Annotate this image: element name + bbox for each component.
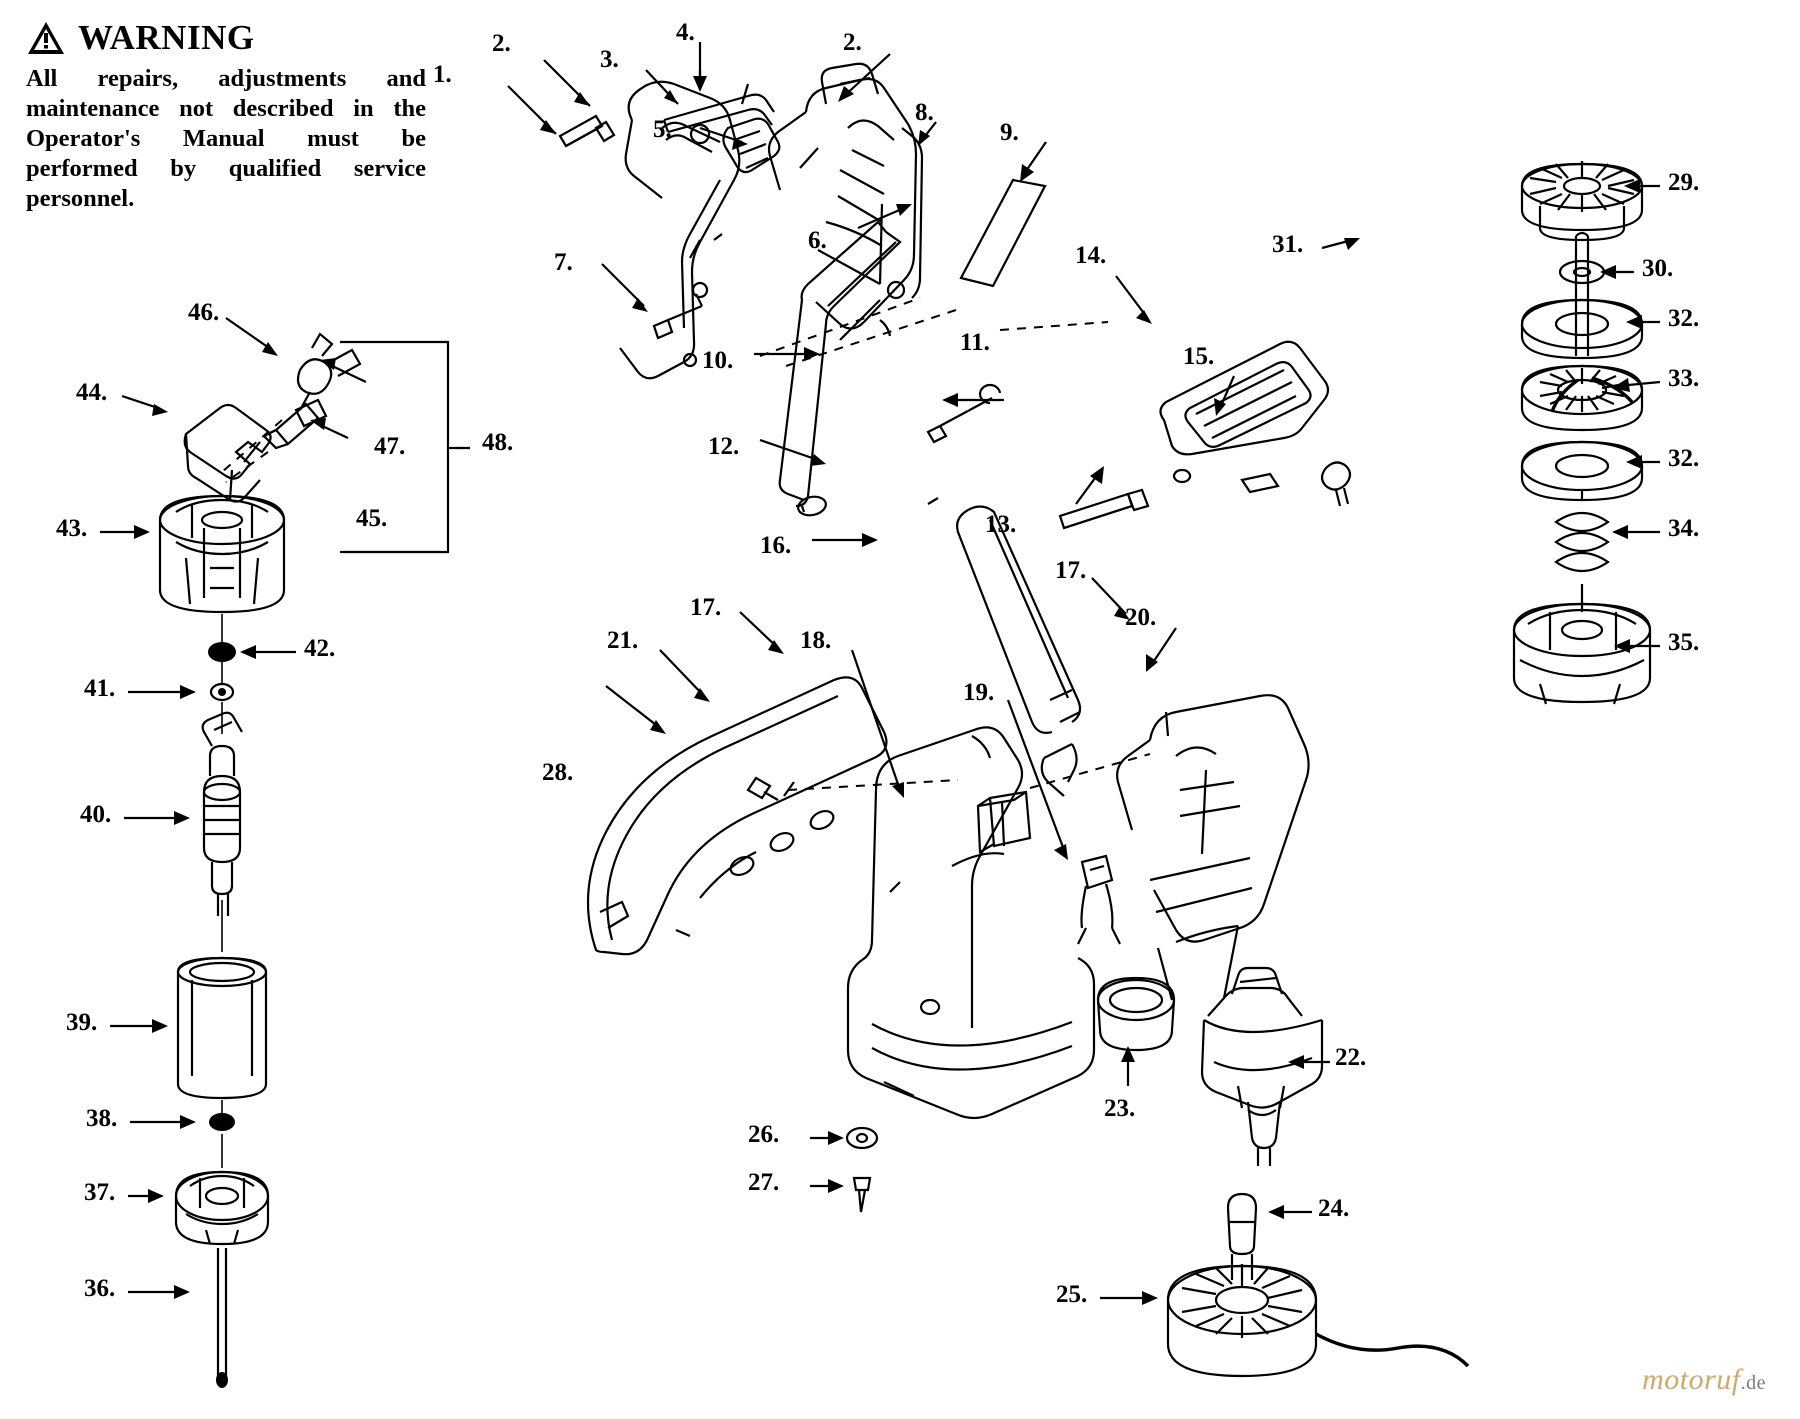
- callout-7: 7.: [554, 249, 573, 276]
- part-2-left-handle-half: [620, 82, 739, 379]
- callout-48: 48.: [482, 429, 514, 456]
- part-44-bracket: [185, 405, 271, 502]
- part-28-guard: [588, 677, 886, 954]
- part-18-block: [978, 792, 1030, 852]
- part-47-brush: [264, 404, 318, 448]
- callout-33: 33.: [1668, 365, 1700, 392]
- watermark-text: motoruf: [1642, 1363, 1741, 1396]
- part-3-trigger-lever: [664, 84, 774, 132]
- part-36-shaft: [216, 1248, 228, 1388]
- callout-17a: 17.: [690, 594, 722, 621]
- callout-42: 42.: [304, 635, 336, 662]
- callout-34: 34.: [1668, 515, 1700, 542]
- part-17-motor-housing: [848, 727, 1094, 1118]
- part-9-pad: [961, 180, 1045, 286]
- callout-40: 40.: [80, 801, 112, 828]
- part-41-nut: [211, 684, 233, 700]
- part-5-lockout: [723, 119, 779, 172]
- callout-32a: 32.: [1668, 305, 1700, 332]
- callout-4: 4.: [676, 19, 695, 46]
- callout-23: 23.: [1104, 1095, 1136, 1122]
- part-34-spring: [1556, 490, 1608, 612]
- callout-2a: 2.: [492, 30, 511, 57]
- part-43-field: [160, 496, 284, 612]
- callout-39: 39.: [66, 1009, 98, 1036]
- part-37-end-cap: [176, 1172, 268, 1244]
- callout-38: 38.: [86, 1105, 118, 1132]
- callout-19: 19.: [963, 679, 995, 706]
- callout-45: 45.: [356, 505, 388, 532]
- callout-32b: 32.: [1668, 445, 1700, 472]
- callout-28: 28.: [542, 759, 574, 786]
- part-13-bolt: [1060, 490, 1148, 528]
- watermark-suffix: .de: [1740, 1372, 1766, 1394]
- callout-17b: 17.: [1055, 557, 1087, 584]
- part-39-motor-can: [178, 958, 266, 1098]
- part-46-brush-spring: [298, 334, 360, 410]
- part-1-screw: [560, 116, 614, 146]
- callout-35: 35.: [1668, 629, 1700, 656]
- callout-44: 44.: [76, 379, 108, 406]
- callout-5: 5.: [653, 116, 672, 143]
- callout-20: 20.: [1125, 604, 1157, 631]
- callout-41: 41.: [84, 675, 116, 702]
- callout-25: 25.: [1056, 1281, 1088, 1308]
- callout-24: 24.: [1318, 1195, 1350, 1222]
- callout-6: 6.: [808, 227, 827, 254]
- part-33-spool: [1522, 366, 1642, 430]
- part-15-screw: [1322, 462, 1350, 506]
- part-10-upper-shaft: [780, 222, 900, 518]
- part-19-bracket: [1078, 856, 1120, 944]
- callout-29: 29.: [1668, 169, 1700, 196]
- callout-12: 12.: [708, 433, 740, 460]
- part-31-shaft: [1576, 233, 1588, 356]
- watermark: [1642, 1363, 1766, 1397]
- part-12-retainer: [928, 498, 938, 504]
- part-32a-flange: [1522, 300, 1642, 358]
- part-25-spool: [1168, 1264, 1468, 1376]
- callout-9: 9.: [1000, 119, 1019, 146]
- part-16-lower-shaft: [957, 506, 1080, 796]
- callout-3: 3.: [600, 46, 619, 73]
- callout-13: 13.: [985, 511, 1017, 538]
- warning-text: All repairs, adjustments and maintenance not described in the Operator's Manual must be performed by qualified service personnel.: [26, 65, 426, 212]
- callout-16: 16.: [760, 532, 792, 559]
- callout-26: 26.: [748, 1121, 780, 1148]
- callout-43: 43.: [56, 515, 88, 542]
- callout-14: 14.: [1075, 242, 1107, 269]
- part-42-washer: [208, 642, 236, 662]
- part-20-shroud: [1117, 695, 1308, 1000]
- part-27-screw: [854, 1178, 870, 1212]
- part-26-washer: [847, 1128, 877, 1148]
- part-40-armature: [203, 713, 242, 916]
- callout-37: 37.: [84, 1179, 116, 1206]
- callout-15: 15.: [1183, 343, 1215, 370]
- warning-title: WARNING: [78, 18, 255, 57]
- callout-31: 31.: [1272, 231, 1304, 258]
- callout-21: 21.: [607, 627, 639, 654]
- leader-lines: [100, 42, 1660, 1308]
- callout-27: 27.: [748, 1169, 780, 1196]
- part-8-plate: [902, 128, 922, 298]
- callout-46: 46.: [188, 299, 220, 326]
- callout-11: 11.: [960, 329, 990, 356]
- guide-line: [1000, 322, 1108, 330]
- callout-22: 22.: [1335, 1044, 1367, 1071]
- part-30-washer: [1560, 261, 1604, 283]
- callout-1: 1.: [433, 61, 452, 88]
- callout-10: 10.: [702, 347, 734, 374]
- guide-line: [1030, 754, 1150, 788]
- callout-47: 47.: [374, 433, 406, 460]
- callout-18: 18.: [800, 627, 832, 654]
- callout-2b: 2.: [843, 29, 862, 56]
- part-23-ring: [1098, 978, 1174, 1050]
- callout-30: 30.: [1642, 255, 1674, 282]
- part-7-screw: [654, 294, 702, 338]
- callout-36: 36.: [84, 1275, 116, 1302]
- callout-8: 8.: [915, 99, 934, 126]
- part-29-fan: [1522, 161, 1642, 240]
- part-11-screw: [928, 385, 1000, 442]
- part-35-housing: [1514, 604, 1650, 704]
